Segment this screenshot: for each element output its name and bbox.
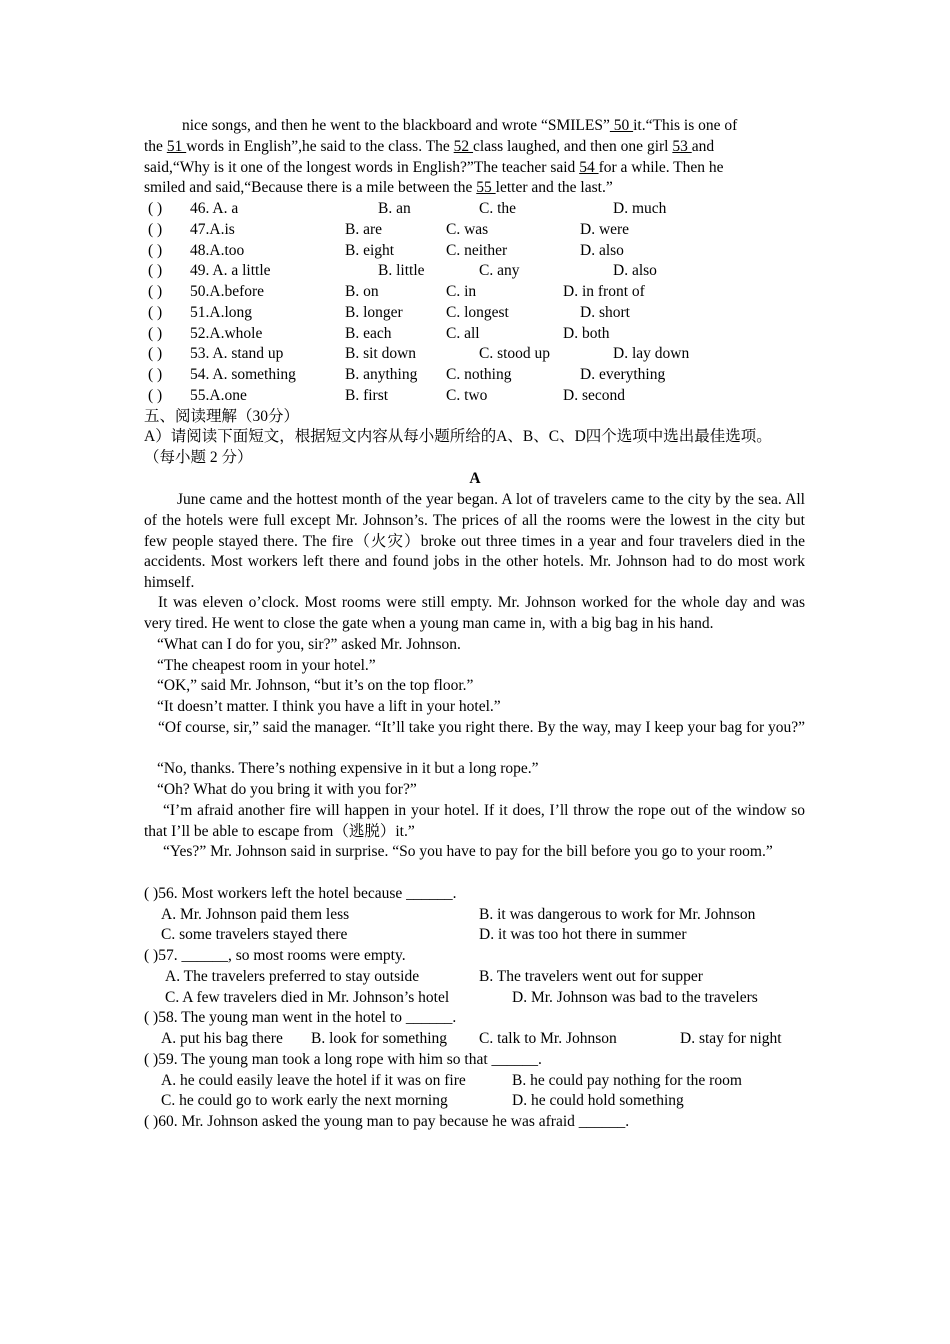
option-c: C. stood up bbox=[479, 345, 551, 362]
option-c: C. was bbox=[446, 221, 489, 238]
option-c: C. longest bbox=[446, 304, 509, 321]
question-option-a: A. Mr. Johnson paid them less bbox=[161, 906, 350, 923]
answer-paren[interactable]: ( ) bbox=[148, 200, 163, 217]
passage-dialogue: “It doesn’t matter. I think you have a lift in your hotel.” bbox=[157, 698, 501, 715]
cloze-text: class laughed, and then one girl bbox=[473, 138, 669, 155]
option-d: D. in front of bbox=[563, 283, 645, 300]
option-c: C. neither bbox=[446, 242, 508, 259]
option-d: D. second bbox=[563, 387, 625, 404]
option-b: B. eight bbox=[345, 242, 395, 259]
question-stem: ( )56. Most workers left the hotel because ______. bbox=[144, 885, 457, 902]
question-option-c: C. he could go to work early the next morning bbox=[161, 1092, 448, 1109]
passage-dialogue: “I’m afraid another fire will happen in your hotel. If it does, I’ll throw the rope out of the window so that I’ll be able to escape from（逃脱）it.” bbox=[144, 802, 805, 840]
option-b: B. on bbox=[345, 283, 379, 300]
question-option-b: B. The travelers went out for supper bbox=[479, 968, 703, 985]
blank-54: 54 bbox=[579, 159, 599, 176]
cloze-text: nice songs, and then he went to the blackboard and wrote “SMILES” bbox=[182, 117, 610, 134]
cloze-text: words in English”,he said to the class. The bbox=[186, 138, 450, 155]
blank-52: 52 bbox=[453, 138, 474, 155]
option-d: D. much bbox=[613, 200, 667, 217]
blank-50: 50 bbox=[609, 117, 634, 134]
option-b: B. longer bbox=[345, 304, 403, 321]
option-b: B. little bbox=[378, 262, 425, 279]
option-d: D. everything bbox=[580, 366, 666, 383]
question-option-a: A. put his bag there bbox=[161, 1030, 283, 1047]
option-b: B. are bbox=[345, 221, 383, 238]
cloze-line-2 bbox=[144, 137, 714, 157]
option-a: 55.A.one bbox=[190, 387, 247, 404]
question-stem: ( )58. The young man went in the hotel to ______. bbox=[144, 1009, 457, 1026]
option-a: 52.A.whole bbox=[190, 325, 263, 342]
question-option-a: A. The travelers preferred to stay outside bbox=[165, 968, 420, 985]
answer-paren[interactable]: ( ) bbox=[148, 345, 163, 362]
question-option-b: B. look for something bbox=[311, 1030, 448, 1047]
answer-paren[interactable]: ( ) bbox=[148, 387, 163, 404]
question-stem: ( )60. Mr. Johnson asked the young man to pay because he was afraid ______. bbox=[144, 1113, 630, 1130]
cloze-line-3 bbox=[144, 158, 724, 178]
blank-55: 55 bbox=[476, 179, 496, 196]
option-a: 48.A.too bbox=[190, 242, 245, 259]
answer-paren[interactable]: ( ) bbox=[148, 304, 163, 321]
blank-53: 53 bbox=[672, 138, 692, 155]
cloze-text: said,“Why is it one of the longest words in English?”The teacher said bbox=[144, 159, 576, 176]
cloze-text: the bbox=[144, 138, 163, 155]
answer-paren[interactable]: ( ) bbox=[148, 366, 163, 383]
option-d: D. also bbox=[613, 262, 657, 279]
option-b: B. each bbox=[345, 325, 392, 342]
option-c: C. in bbox=[446, 283, 477, 300]
answer-paren[interactable]: ( ) bbox=[148, 242, 163, 259]
option-b: B. first bbox=[345, 387, 389, 404]
passage-paragraph: June came and the hottest month of the year began. A lot of travelers came to the city by the sea. All of the hotels were full except Mr. Johnson’s. The prices of all the rooms were the lowest in the city but few people stayed there. The fire（火灾）broke out three times in a year and four travelers died in the accidents. Most workers left there and found jobs in the other hotels. Mr. Johnson had to do most work himself. bbox=[144, 491, 805, 592]
option-a: 50.A.before bbox=[190, 283, 265, 300]
answer-paren[interactable]: ( ) bbox=[148, 221, 163, 238]
option-a: 49. A. a little bbox=[190, 262, 271, 279]
section-points: （每小题 2 分） bbox=[144, 449, 253, 466]
question-option-c: C. A few travelers died in Mr. Johnson’s hotel bbox=[165, 989, 450, 1006]
cloze-text: and bbox=[691, 138, 715, 155]
question-option-d: D. stay for night bbox=[680, 1030, 782, 1047]
question-option-d: D. it was too hot there in summer bbox=[479, 926, 687, 943]
option-a: 54. A. something bbox=[190, 366, 296, 383]
question-stem: ( )57. ______, so most rooms were empty. bbox=[144, 947, 406, 964]
option-a: 51.A.long bbox=[190, 304, 252, 321]
blank-51: 51 bbox=[166, 138, 187, 155]
option-a: 53. A. stand up bbox=[190, 345, 284, 362]
section-heading: 五、阅读理解（30分） bbox=[144, 408, 300, 425]
question-option-a: A. he could easily leave the hotel if it was on fire bbox=[161, 1072, 466, 1089]
option-b: B. sit down bbox=[345, 345, 417, 362]
passage-dialogue: “Yes?” Mr. Johnson said in surprise. “So you have to pay for the bill before you go to your room.” bbox=[163, 843, 773, 860]
passage-paragraph: It was eleven o’clock. Most rooms were still empty. Mr. Johnson worked for the whole day and was very tired. He went to close the gate when a young man came in, with a big bag in his hand. bbox=[144, 594, 805, 632]
passage-dialogue: “No, thanks. There’s nothing expensive in it but a long rope.” bbox=[157, 760, 539, 777]
option-c: C. nothing bbox=[446, 366, 512, 383]
cloze-text: letter and the last.” bbox=[495, 179, 613, 196]
passage-dialogue: “Oh? What do you bring it with you for?” bbox=[157, 781, 417, 798]
passage-dialogue: “The cheapest room in your hotel.” bbox=[157, 657, 376, 674]
option-d: D. also bbox=[580, 242, 624, 259]
cloze-text: smiled and said,“Because there is a mile between the bbox=[144, 179, 473, 196]
option-a: 47.A.is bbox=[190, 221, 235, 238]
question-stem: ( )59. The young man took a long rope with him so that ______. bbox=[144, 1051, 542, 1068]
section-instruction: A）请阅读下面短文，根据短文内容从每小题所给的A、B、C、D四个选项中选出最佳选项。 bbox=[144, 428, 772, 445]
cloze-text: it.“This is one of bbox=[633, 117, 738, 134]
option-d: D. both bbox=[563, 325, 610, 342]
question-option-d: D. Mr. Johnson was bad to the travelers bbox=[512, 989, 758, 1006]
question-option-b: B. it was dangerous to work for Mr. Johnson bbox=[479, 906, 756, 923]
passage-dialogue: “Of course, sir,” said the manager. “It’ll take you right there. By the way, may I keep your bag for you?” bbox=[158, 719, 805, 736]
answer-paren[interactable]: ( ) bbox=[148, 325, 163, 342]
question-option-d: D. he could hold something bbox=[512, 1092, 684, 1109]
option-c: C. any bbox=[479, 262, 520, 279]
option-c: C. the bbox=[479, 200, 517, 217]
passage-title: A bbox=[469, 470, 481, 487]
option-d: D. were bbox=[580, 221, 630, 238]
answer-paren[interactable]: ( ) bbox=[148, 283, 163, 300]
cloze-line-4 bbox=[144, 178, 613, 198]
answer-paren[interactable]: ( ) bbox=[148, 262, 163, 279]
option-d: D. short bbox=[580, 304, 630, 321]
question-option-c: C. some travelers stayed there bbox=[161, 926, 348, 943]
question-option-b: B. he could pay nothing for the room bbox=[512, 1072, 742, 1089]
option-c: C. two bbox=[446, 387, 488, 404]
option-d: D. lay down bbox=[613, 345, 690, 362]
question-option-c: C. talk to Mr. Johnson bbox=[479, 1030, 617, 1047]
option-c: C. all bbox=[446, 325, 480, 342]
cloze-line-1 bbox=[182, 116, 737, 136]
option-a: 46. A. a bbox=[190, 200, 239, 217]
option-b: B. an bbox=[378, 200, 411, 217]
option-b: B. anything bbox=[345, 366, 418, 383]
cloze-text: for a while. Then he bbox=[598, 159, 724, 176]
passage-dialogue: “What can I do for you, sir?” asked Mr. Johnson. bbox=[157, 636, 461, 653]
passage-dialogue: “OK,” said Mr. Johnson, “but it’s on the top floor.” bbox=[157, 677, 474, 694]
